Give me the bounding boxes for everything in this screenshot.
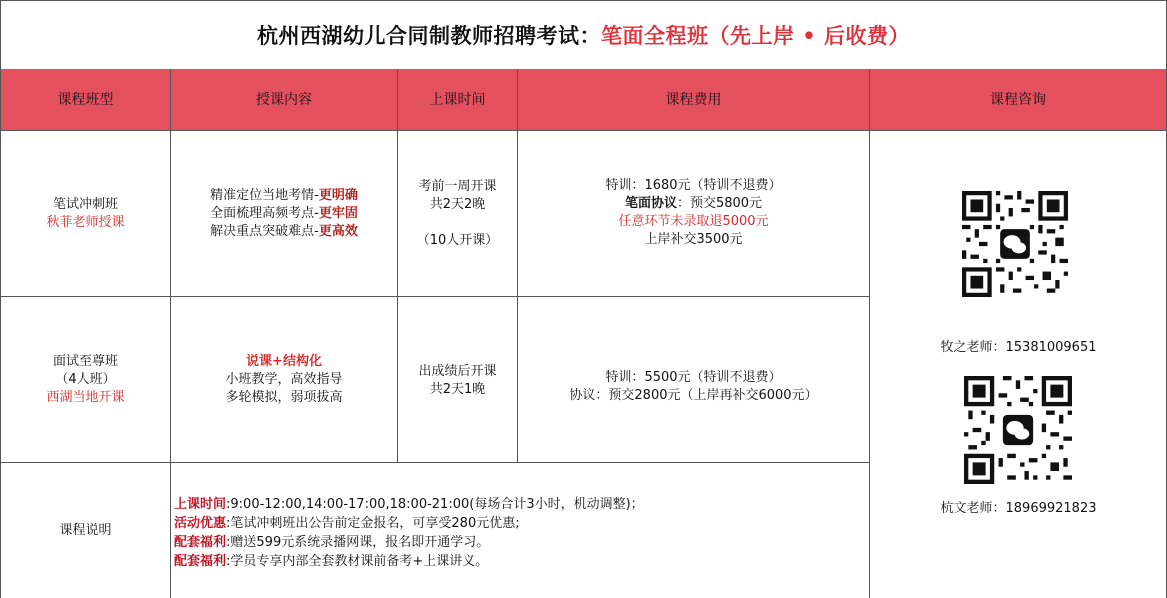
notes-item-label: 配套福利 <box>174 554 227 569</box>
row1-fee <box>518 131 870 297</box>
teacher-2-contact: 杭文老师：18969921823 <box>940 501 1097 516</box>
qr-code-1 <box>962 191 1068 297</box>
notes-item <box>174 552 488 571</box>
row2-time <box>398 297 518 463</box>
row1-fee-line <box>625 195 762 213</box>
row2-fee-line: 协议：预交2800元（上岸再补交6000元） <box>569 387 818 403</box>
consult-cell <box>870 131 1167 598</box>
row1-time-line: 考前一周开课 <box>418 179 497 194</box>
header-type <box>0 69 171 131</box>
page-title <box>0 0 1167 70</box>
notes-item <box>174 495 644 514</box>
qr-code-2 <box>964 376 1072 484</box>
header-consult <box>870 69 1167 131</box>
row1-content-strong: 更明确 <box>318 187 358 203</box>
header-time <box>398 69 518 131</box>
row2-content-line: 小班教学，高效指导 <box>225 371 343 387</box>
header-fee <box>518 69 870 131</box>
title-main: 杭州西湖幼儿合同制教师招聘考试： <box>256 23 601 48</box>
row1-type-name: 笔试冲刺班 <box>52 196 118 212</box>
row1-content-strong: 更牢固 <box>318 205 358 221</box>
notes-item-label: 配套福利 <box>174 535 227 550</box>
header-time-label: 上课时间 <box>429 91 486 108</box>
row1-content-text: 精准定位当地考情- <box>210 187 319 203</box>
row1-content-line <box>210 205 358 223</box>
notes-item-text: :赠送599元系统录播网课，报名即开通学习。 <box>226 535 490 550</box>
row1-fee-text: ：预交5800元 <box>676 195 763 211</box>
row1-content-text: 全面梳理高频考点- <box>210 205 319 221</box>
notes-item <box>174 514 520 533</box>
row1-content <box>171 131 398 297</box>
teacher-1-contact: 牧之老师：15381009651 <box>940 340 1097 355</box>
row1-fee-line: 任意环节未录取退5000元 <box>618 213 769 229</box>
row1-time <box>398 131 518 297</box>
row1-fee-line: 特训：1680元（特训不退费） <box>605 177 782 193</box>
notes-item-label: 活动优惠 <box>174 516 227 531</box>
title-highlight: 笔面全程班（先上岸 • 后收费） <box>600 23 911 48</box>
notes-item-text: :笔试冲刺班出公告前定金报名，可享受280元优惠; <box>226 516 520 531</box>
row1-content-text: 解决重点突破难点- <box>210 223 319 239</box>
row2-content <box>171 297 398 463</box>
row1-time-line: （10人开课） <box>416 233 499 248</box>
row2-time-line: 共2天1晚 <box>429 381 486 397</box>
header-fee-label: 课程费用 <box>665 91 722 108</box>
row2-type-name: 面试至尊班 <box>52 353 118 369</box>
row1-content-line <box>210 187 358 205</box>
row2-content-title: 说课+结构化 <box>246 353 322 369</box>
row2-type <box>0 297 171 463</box>
row1-type-note: 秋菲老师授课 <box>46 214 125 230</box>
row2-content-line: 多轮模拟，弱项拔高 <box>225 389 343 405</box>
row1-fee-line: 上岸补交3500元 <box>644 231 743 247</box>
notes-label: 课程说明 <box>59 522 112 538</box>
notes-content <box>171 463 870 598</box>
header-content <box>171 69 398 131</box>
row1-time-line: 共2天2晚 <box>429 197 486 212</box>
row1-content-strong: 更高效 <box>318 223 358 239</box>
header-type-label: 课程班型 <box>57 91 114 108</box>
notes-item <box>174 533 489 552</box>
row2-type-note: 西湖当地开课 <box>46 389 125 405</box>
row2-type-sub: （4人班） <box>55 371 116 387</box>
header-consult-label: 课程咨询 <box>990 91 1046 108</box>
header-content-label: 授课内容 <box>256 91 312 108</box>
row2-fee-line: 特训：5500元（特训不退费） <box>605 369 782 385</box>
row1-type <box>0 131 171 297</box>
row1-content-line <box>210 223 358 241</box>
notes-label-cell <box>0 463 171 598</box>
row1-fee-label: 笔面协议 <box>624 195 677 211</box>
row2-fee <box>518 297 870 463</box>
row2-time-line: 出成绩后开课 <box>418 363 497 379</box>
notes-item-label: 上课时间 <box>174 497 227 512</box>
notes-item-text: :9:00-12:00,14:00-17:00,18:00-21:00(每场合计3小时，机动调整)； <box>226 497 644 512</box>
notes-item-text: :学员专享内部全套教材课前备考+上课讲义。 <box>226 554 489 569</box>
